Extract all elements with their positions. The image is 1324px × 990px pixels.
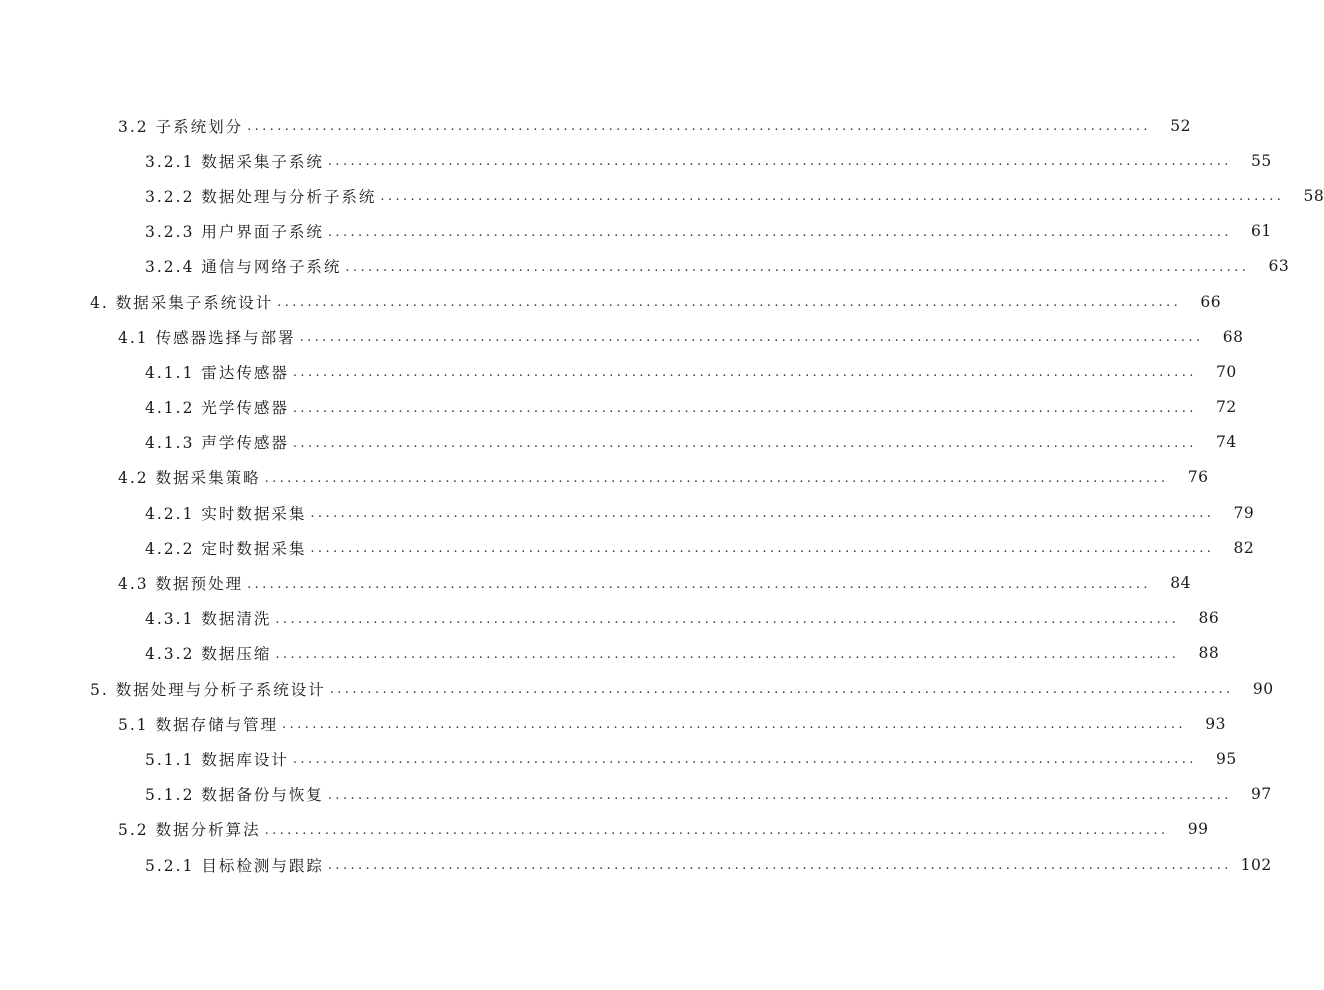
toc-entry[interactable]: [0, 741, 1237, 776]
table-of-contents: [0, 108, 1324, 882]
toc-page-number: 74: [1216, 433, 1237, 452]
toc-entry-title: 5.2 数据分析算法: [118, 821, 261, 840]
toc-dot-leader: ........................................................................................................................: [247, 576, 1151, 592]
toc-page-number: 70: [1216, 362, 1237, 381]
toc-entry[interactable]: [0, 284, 1222, 319]
toc-entry-title: 5.2.1 目标检测与跟踪: [145, 856, 324, 875]
toc-entry-title: 4.1.1 雷达传感器: [145, 363, 289, 382]
toc-dot-leader: ........................................................................................................................: [310, 506, 1215, 522]
toc-page-number: 61: [1251, 222, 1272, 241]
toc-page-number: 99: [1187, 820, 1209, 839]
toc-page-number: 76: [1187, 468, 1209, 487]
toc-entry[interactable]: [0, 214, 1272, 249]
toc-entry-title: 3.2.4 通信与网络子系统: [145, 258, 342, 277]
toc-page-number: 79: [1233, 503, 1255, 522]
toc-page-number: 68: [1222, 327, 1244, 346]
toc-entry[interactable]: [0, 812, 1209, 847]
toc-entry[interactable]: [0, 249, 1290, 284]
toc-entry-title: 4.1.3 声学传感器: [145, 434, 289, 453]
toc-dot-leader: ........................................................................................................................: [292, 435, 1197, 451]
toc-page-number: 93: [1205, 714, 1226, 733]
toc-entry-title: 3.2.2 数据处理与分析子系统: [145, 187, 377, 206]
toc-dot-leader: ........................................................................................................................: [327, 858, 1232, 874]
toc-dot-leader: ........................................................................................................................: [264, 470, 1169, 486]
toc-entry[interactable]: [0, 777, 1272, 812]
toc-entry[interactable]: [0, 354, 1237, 389]
toc-dot-leader: ........................................................................................................................: [292, 400, 1197, 416]
toc-entry[interactable]: [0, 108, 1191, 143]
toc-dot-leader: ........................................................................................................................: [275, 611, 1180, 627]
toc-dot-leader: ........................................................................................................................: [264, 822, 1169, 838]
toc-dot-leader: ........................................................................................................................: [327, 154, 1232, 170]
toc-entry-title: 5.1.1 数据库设计: [145, 750, 289, 769]
toc-entry[interactable]: [0, 495, 1255, 530]
toc-dot-leader: ........................................................................................................................: [327, 224, 1232, 240]
toc-entry[interactable]: [0, 143, 1272, 178]
toc-entry-title: 4. 数据采集子系统设计: [90, 293, 274, 312]
toc-page-number: 95: [1216, 749, 1237, 768]
toc-entry-title: 5.1 数据存储与管理: [118, 715, 279, 734]
toc-dot-leader: ........................................................................................................................: [277, 295, 1182, 311]
toc-dot-leader: ........................................................................................................................: [345, 259, 1250, 275]
toc-entry[interactable]: [0, 706, 1226, 741]
toc-entry-title: 4.3.1 数据清洗: [145, 610, 272, 629]
toc-entry[interactable]: [0, 601, 1220, 636]
toc-entry[interactable]: [0, 460, 1209, 495]
toc-dot-leader: ........................................................................................................................: [299, 330, 1204, 346]
toc-page-number: 63: [1268, 257, 1290, 276]
toc-entry[interactable]: [0, 425, 1237, 460]
toc-dot-leader: ........................................................................................................................: [380, 189, 1285, 205]
toc-page-number: 88: [1198, 644, 1220, 663]
toc-dot-leader: ........................................................................................................................: [282, 717, 1186, 733]
toc-page-number: 58: [1303, 186, 1324, 205]
toc-entry-title: 4.3.2 数据压缩: [145, 645, 272, 664]
toc-entry[interactable]: [0, 530, 1255, 565]
toc-page-number: 84: [1170, 574, 1191, 593]
toc-entry[interactable]: [0, 319, 1244, 354]
toc-dot-leader: ........................................................................................................................: [292, 365, 1197, 381]
toc-page-number: 97: [1251, 785, 1272, 804]
toc-entry-title: 4.1 传感器选择与部署: [118, 328, 296, 347]
toc-entry-title: 4.1.2 光学传感器: [145, 399, 289, 418]
toc-dot-leader: ........................................................................................................................: [275, 646, 1180, 662]
toc-page-number: 66: [1200, 292, 1222, 311]
toc-page-number: 102: [1240, 855, 1272, 874]
toc-page-number: 52: [1170, 116, 1191, 135]
toc-page-number: 90: [1252, 679, 1274, 698]
toc-entry[interactable]: [0, 671, 1274, 706]
toc-entry-title: 4.2 数据采集策略: [118, 469, 261, 488]
toc-entry-title: 3.2.3 用户界面子系统: [145, 223, 324, 242]
toc-dot-leader: ........................................................................................................................: [292, 752, 1197, 768]
toc-page-number: 86: [1198, 609, 1220, 628]
toc-entry[interactable]: [0, 847, 1272, 882]
toc-page-number: 82: [1233, 538, 1255, 557]
toc-entry-title: 3.2.1 数据采集子系统: [145, 152, 324, 171]
toc-dot-leader: ........................................................................................................................: [247, 119, 1151, 135]
toc-entry-title: 3.2 子系统划分: [118, 117, 244, 136]
toc-entry-title: 5.1.2 数据备份与恢复: [145, 786, 324, 805]
toc-page-number: 55: [1251, 151, 1272, 170]
toc-dot-leader: ........................................................................................................................: [329, 682, 1234, 698]
toc-entry-title: 4.3 数据预处理: [118, 575, 244, 594]
toc-page-number: 72: [1216, 398, 1237, 417]
toc-entry[interactable]: [0, 636, 1220, 671]
toc-entry-title: 4.2.1 实时数据采集: [145, 504, 307, 523]
toc-entry[interactable]: [0, 565, 1191, 600]
toc-dot-leader: ........................................................................................................................: [327, 787, 1232, 803]
toc-entry-title: 4.2.2 定时数据采集: [145, 539, 307, 558]
toc-entry-title: 5. 数据处理与分析子系统设计: [90, 680, 326, 699]
toc-entry[interactable]: [0, 178, 1324, 213]
toc-dot-leader: ........................................................................................................................: [310, 541, 1215, 557]
toc-entry[interactable]: [0, 390, 1237, 425]
